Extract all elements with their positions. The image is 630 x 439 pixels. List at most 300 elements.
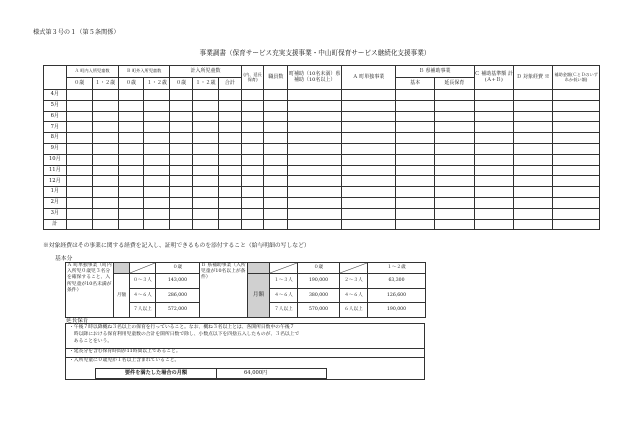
entry-cell[interactable] [553, 176, 600, 187]
entry-cell[interactable] [66, 100, 92, 111]
page-title: 事業調書（保育サービス充実支援事業・中山町保育サービス継続化支援事業） [199, 49, 431, 57]
entry-cell[interactable] [170, 122, 193, 133]
entry-cell[interactable] [241, 208, 264, 219]
entry-cell[interactable] [144, 143, 170, 154]
extended-care-label: 延長保育 [66, 318, 89, 324]
entry-cell[interactable] [66, 154, 92, 165]
entry-cell[interactable] [435, 187, 474, 198]
entry-cell[interactable] [218, 154, 241, 165]
entry-cell[interactable] [395, 176, 434, 187]
entry-cell[interactable] [264, 176, 288, 187]
month-label: 12月 [44, 176, 67, 187]
pref-extended-header: 延長保育 [435, 78, 474, 90]
pref-zero-amount: 380,000 [298, 288, 340, 303]
town-amount: 143,000 [156, 274, 200, 289]
town-project-header: Ａ 町単独事業 [342, 66, 396, 90]
entry-cell[interactable] [241, 219, 264, 230]
group-a-header: Ａ 町内入所児童数 [66, 66, 118, 78]
entry-cell[interactable] [395, 219, 434, 230]
entry-cell[interactable] [395, 100, 434, 111]
entry-cell[interactable] [241, 154, 264, 165]
entry-cell[interactable] [513, 143, 552, 154]
town-zero-header: ０歳 [156, 263, 200, 274]
entry-cell[interactable] [513, 208, 552, 219]
entry-cell[interactable] [395, 90, 434, 101]
month-label: 2月 [44, 197, 67, 208]
entry-cell[interactable] [118, 100, 144, 111]
entry-cell[interactable] [264, 122, 288, 133]
entry-cell[interactable] [288, 165, 342, 176]
entry-cell[interactable] [342, 90, 396, 101]
requirement-value: 64,000円 [244, 370, 268, 376]
entry-cell[interactable] [395, 133, 434, 144]
entry-cell[interactable] [264, 165, 288, 176]
entry-cell[interactable] [474, 100, 513, 111]
entry-cell[interactable] [170, 165, 193, 176]
entry-cell[interactable] [342, 122, 396, 133]
a-zero-header: ０歳 [66, 78, 92, 90]
entry-cell[interactable] [66, 133, 92, 144]
entry-cell[interactable] [395, 187, 434, 198]
entry-cell[interactable] [170, 197, 193, 208]
entry-cell[interactable] [435, 208, 474, 219]
pref-one-amount: 190,000 [368, 303, 426, 318]
entry-cell[interactable] [218, 219, 241, 230]
requirement-amount-row [95, 368, 327, 379]
entry-cell[interactable] [395, 208, 434, 219]
entry-cell[interactable] [474, 165, 513, 176]
entry-cell[interactable] [118, 143, 144, 154]
entry-cell[interactable] [118, 154, 144, 165]
entry-cell[interactable] [288, 219, 342, 230]
entry-cell[interactable] [193, 219, 219, 230]
entry-cell[interactable] [241, 122, 264, 133]
entry-cell[interactable] [92, 187, 118, 198]
entry-cell[interactable] [193, 197, 219, 208]
group-b-header: Ｂ 町外入所児童数 [118, 66, 170, 78]
entry-cell[interactable] [66, 122, 92, 133]
entry-cell[interactable] [118, 176, 144, 187]
pref-one-range: ２～３人 [340, 274, 368, 289]
entry-cell[interactable] [241, 90, 264, 101]
entry-cell[interactable] [218, 187, 241, 198]
month-row [44, 176, 600, 187]
entry-cell[interactable] [395, 111, 434, 122]
entry-cell[interactable] [193, 176, 219, 187]
entry-cell[interactable] [241, 165, 264, 176]
entry-cell[interactable] [66, 176, 92, 187]
month-label: 7月 [44, 122, 67, 133]
extended-care-header: (内、延長保育) [241, 66, 264, 90]
entry-cell[interactable] [66, 90, 92, 101]
entry-cell[interactable] [92, 219, 118, 230]
month-row [44, 143, 600, 154]
entry-cell[interactable] [474, 133, 513, 144]
base-rates-table [65, 262, 426, 318]
diagonal-cell [270, 263, 298, 274]
entry-cell[interactable] [92, 154, 118, 165]
pref-monthly-label: 月額 [248, 274, 270, 318]
entry-cell[interactable] [144, 176, 170, 187]
entry-cell[interactable] [241, 187, 264, 198]
month-row [44, 197, 600, 208]
entry-cell[interactable] [92, 197, 118, 208]
pref-onetwo-header: １～２歳 [368, 263, 426, 274]
a-onetwo-header: １・２歳 [92, 78, 118, 90]
entry-cell[interactable] [144, 165, 170, 176]
month-row [44, 133, 600, 144]
entry-cell[interactable] [193, 165, 219, 176]
entry-cell[interactable] [395, 154, 434, 165]
entry-cell[interactable] [553, 111, 600, 122]
pref-zero-amount: 190,000 [298, 274, 340, 289]
entry-cell[interactable] [342, 208, 396, 219]
entry-cell[interactable] [474, 197, 513, 208]
entry-cell[interactable] [342, 187, 396, 198]
entry-cell[interactable] [170, 111, 193, 122]
entry-cell[interactable] [342, 100, 396, 111]
entry-cell[interactable] [553, 208, 600, 219]
entry-cell[interactable] [513, 197, 552, 208]
total-children-header: 計入所児童数 [170, 66, 241, 78]
form-number: 様式第３号の１（第５条関係） [33, 29, 120, 36]
entry-cell[interactable] [144, 122, 170, 133]
entry-cell[interactable] [218, 208, 241, 219]
town-project-description: Ａ 町単独事業（町内入所児０歳児３名分を確保すること、入所児童が10名未満が条件） [66, 263, 114, 318]
entry-cell[interactable] [553, 100, 600, 111]
entry-cell[interactable] [144, 187, 170, 198]
entry-cell[interactable] [288, 143, 342, 154]
entry-cell[interactable] [144, 208, 170, 219]
entry-cell[interactable] [66, 208, 92, 219]
entry-cell[interactable] [241, 197, 264, 208]
entry-cell[interactable] [342, 111, 396, 122]
entry-cell[interactable] [288, 122, 342, 133]
month-header [44, 66, 67, 90]
entry-cell[interactable] [553, 165, 600, 176]
entry-cell[interactable] [435, 154, 474, 165]
entry-cell[interactable] [513, 111, 552, 122]
condition-line: ・午後７時以降概ね３名以上の保育を行っていること。なお、概ね３名以上とは、各開所日数中の午後７ [69, 325, 295, 330]
entry-cell[interactable] [553, 143, 600, 154]
entry-cell[interactable] [435, 197, 474, 208]
entry-cell[interactable] [474, 90, 513, 101]
entry-cell[interactable] [435, 100, 474, 111]
entry-cell[interactable] [435, 165, 474, 176]
entry-cell[interactable] [144, 90, 170, 101]
town-range: ０～３人 [130, 274, 156, 289]
entry-cell[interactable] [288, 100, 342, 111]
month-row [44, 208, 600, 219]
month-row [44, 100, 600, 111]
pref-zero-range: １～３人 [270, 274, 298, 289]
entry-cell[interactable] [66, 111, 92, 122]
entry-cell[interactable] [170, 90, 193, 101]
standard-amount-header: Ｃ 補助基準額 計(Ａ+Ｂ) [474, 66, 513, 90]
subsidy-amount-header: 補助金額(ＣとＤのいずれか低い額) [553, 66, 600, 90]
entry-cell[interactable] [218, 165, 241, 176]
entry-cell[interactable] [474, 154, 513, 165]
month-label: 11月 [44, 165, 67, 176]
entry-cell[interactable] [264, 208, 288, 219]
entry-cell[interactable] [118, 90, 144, 101]
month-label: 9月 [44, 143, 67, 154]
entry-cell[interactable] [342, 197, 396, 208]
condition-line: ・入所児童に０歳児が１名以上含まれていること。 [66, 357, 424, 364]
diagonal-cell [340, 263, 368, 274]
entry-cell[interactable] [553, 197, 600, 208]
entry-cell[interactable] [513, 176, 552, 187]
condition-line: ・延長分を含む保育時間が11時間以上であること。 [66, 348, 424, 355]
entry-cell[interactable] [513, 219, 552, 230]
entry-cell[interactable] [218, 100, 241, 111]
entry-cell[interactable] [118, 165, 144, 176]
entry-cell[interactable] [264, 143, 288, 154]
diagonal-cell [130, 263, 156, 274]
total-zero-header: ０歳 [170, 78, 193, 90]
entry-cell[interactable] [395, 197, 434, 208]
entry-cell[interactable] [170, 208, 193, 219]
pref-project-description: Ｂ 県補助事業（入所児童が10名以上が条件） [200, 263, 248, 318]
month-label: 1月 [44, 187, 67, 198]
month-row [44, 90, 600, 101]
subsidy-type-header: 町補助（10名未満）県補助（10名以上） [288, 66, 342, 90]
entry-cell[interactable] [92, 122, 118, 133]
entry-cell[interactable] [513, 133, 552, 144]
entry-cell[interactable] [264, 197, 288, 208]
month-label: 4月 [44, 90, 67, 101]
entry-cell[interactable] [241, 143, 264, 154]
pref-one-amount: 63,300 [368, 274, 426, 289]
entry-cell[interactable] [241, 133, 264, 144]
entry-cell[interactable] [218, 90, 241, 101]
entry-cell[interactable] [288, 208, 342, 219]
entry-cell[interactable] [288, 176, 342, 187]
total-onetwo-header: １・２歳 [193, 78, 219, 90]
pref-one-range: ６人以上 [340, 303, 368, 318]
entry-cell[interactable] [118, 187, 144, 198]
entry-cell[interactable] [513, 154, 552, 165]
entry-cell[interactable] [118, 197, 144, 208]
entry-cell[interactable] [435, 176, 474, 187]
entry-cell[interactable] [513, 165, 552, 176]
month-label: 6月 [44, 111, 67, 122]
pref-zero-range: ７人以上 [270, 303, 298, 318]
pref-one-amount: 126,600 [368, 288, 426, 303]
entry-cell[interactable] [193, 154, 219, 165]
shaded-cell [248, 263, 270, 274]
entry-cell[interactable] [193, 187, 219, 198]
entry-cell[interactable] [435, 219, 474, 230]
entry-cell[interactable] [144, 133, 170, 144]
month-label: 5月 [44, 100, 67, 111]
entry-cell[interactable] [435, 122, 474, 133]
condition-line: 時以降における保育利用児童数の合計を開所日数で除し、小数点以下を四捨五入したものが、３名以上で [69, 332, 300, 337]
entry-cell[interactable] [553, 122, 600, 133]
entry-cell[interactable] [170, 176, 193, 187]
entry-cell[interactable] [395, 122, 434, 133]
total-sum-header: 合計 [218, 78, 241, 90]
entry-cell[interactable] [144, 100, 170, 111]
month-row [44, 154, 600, 165]
basic-section-label: 基本分 [55, 256, 73, 262]
month-row [44, 122, 600, 133]
entry-cell[interactable] [218, 176, 241, 187]
target-expense-header: Ｄ 対象経費 ※ [513, 66, 552, 90]
town-monthly-label: 月額 [114, 274, 130, 318]
entry-cell[interactable] [218, 197, 241, 208]
entry-cell[interactable] [264, 111, 288, 122]
entry-cell[interactable] [553, 187, 600, 198]
entry-cell[interactable] [118, 219, 144, 230]
entry-cell[interactable] [288, 154, 342, 165]
entry-cell[interactable] [474, 219, 513, 230]
pref-zero-amount: 570,000 [298, 303, 340, 318]
entry-cell[interactable] [395, 143, 434, 154]
entry-cell[interactable] [435, 133, 474, 144]
entry-cell[interactable] [474, 187, 513, 198]
pref-one-range: ４～６人 [340, 288, 368, 303]
entry-cell[interactable] [144, 154, 170, 165]
entry-cell[interactable] [474, 122, 513, 133]
entry-cell[interactable] [435, 111, 474, 122]
entry-cell[interactable] [342, 154, 396, 165]
entry-cell[interactable] [474, 176, 513, 187]
entry-cell[interactable] [170, 100, 193, 111]
entry-cell[interactable] [474, 143, 513, 154]
entry-cell[interactable] [342, 176, 396, 187]
month-row [44, 165, 600, 176]
entry-cell[interactable] [264, 219, 288, 230]
entry-cell[interactable] [193, 100, 219, 111]
entry-cell[interactable] [193, 133, 219, 144]
pref-zero-header: ０歳 [298, 263, 340, 274]
month-label: 3月 [44, 208, 67, 219]
entry-cell[interactable] [264, 187, 288, 198]
entry-cell[interactable] [66, 197, 92, 208]
entry-cell[interactable] [144, 111, 170, 122]
entry-cell[interactable] [218, 111, 241, 122]
entry-cell[interactable] [193, 90, 219, 101]
entry-cell[interactable] [513, 122, 552, 133]
town-range: ７人以上 [130, 303, 156, 318]
condition-line: あることをいう。 [69, 339, 113, 344]
entry-cell[interactable] [435, 90, 474, 101]
entry-cell[interactable] [288, 90, 342, 101]
entry-cell[interactable] [92, 111, 118, 122]
entry-cell[interactable] [144, 197, 170, 208]
entry-cell[interactable] [474, 208, 513, 219]
town-amount: 572,000 [156, 303, 200, 318]
entry-cell[interactable] [218, 133, 241, 144]
entry-cell[interactable] [66, 187, 92, 198]
entry-cell[interactable] [193, 111, 219, 122]
requirement-label: 要件を満たした場合の月額 [96, 369, 217, 378]
entry-cell[interactable] [92, 143, 118, 154]
entry-cell[interactable] [170, 219, 193, 230]
entry-cell[interactable] [342, 133, 396, 144]
monthly-report-table [43, 65, 600, 230]
entry-cell[interactable] [342, 165, 396, 176]
entry-cell[interactable] [92, 165, 118, 176]
town-range: ４～６人 [130, 288, 156, 303]
month-label: 10月 [44, 154, 67, 165]
entry-cell[interactable] [264, 133, 288, 144]
entry-cell[interactable] [193, 143, 219, 154]
entry-cell[interactable] [264, 90, 288, 101]
entry-cell[interactable] [241, 176, 264, 187]
staff-count-header: 職員数 [264, 66, 288, 90]
month-label: 8月 [44, 133, 67, 144]
month-label: 計 [44, 219, 67, 230]
entry-cell[interactable] [118, 208, 144, 219]
entry-cell[interactable] [170, 143, 193, 154]
entry-cell[interactable] [170, 187, 193, 198]
entry-cell[interactable] [513, 90, 552, 101]
entry-cell[interactable] [193, 208, 219, 219]
month-row [44, 111, 600, 122]
entry-cell[interactable] [66, 219, 92, 230]
entry-cell[interactable] [218, 122, 241, 133]
town-amount: 286,000 [156, 288, 200, 303]
entry-cell[interactable] [118, 111, 144, 122]
entry-cell[interactable] [288, 187, 342, 198]
entry-cell[interactable] [193, 122, 219, 133]
entry-cell[interactable] [170, 133, 193, 144]
entry-cell[interactable] [264, 154, 288, 165]
month-row [44, 187, 600, 198]
entry-cell[interactable] [474, 111, 513, 122]
entry-cell[interactable] [92, 208, 118, 219]
entry-cell[interactable] [288, 197, 342, 208]
entry-cell[interactable] [241, 111, 264, 122]
entry-cell[interactable] [92, 176, 118, 187]
b-zero-header: ０歳 [118, 78, 144, 90]
expense-note: ※対象経費はその事業に関する経費を記入し、証明できるものを添付すること（給与明細の写しなど） [43, 243, 310, 249]
pref-basic-header: 基本 [395, 78, 434, 90]
entry-cell[interactable] [92, 133, 118, 144]
entry-cell[interactable] [92, 100, 118, 111]
entry-cell[interactable] [553, 90, 600, 101]
entry-cell[interactable] [513, 187, 552, 198]
entry-cell[interactable] [118, 122, 144, 133]
entry-cell[interactable] [92, 90, 118, 101]
entry-cell[interactable] [170, 154, 193, 165]
entry-cell[interactable] [288, 133, 342, 144]
entry-cell[interactable] [144, 219, 170, 230]
entry-cell[interactable] [218, 143, 241, 154]
b-onetwo-header: １・２歳 [144, 78, 170, 90]
entry-cell[interactable] [553, 219, 600, 230]
shaded-cell [114, 263, 130, 274]
entry-cell[interactable] [66, 143, 92, 154]
entry-cell[interactable] [264, 100, 288, 111]
entry-cell[interactable] [553, 133, 600, 144]
entry-cell[interactable] [342, 143, 396, 154]
entry-cell[interactable] [66, 165, 92, 176]
entry-cell[interactable] [241, 100, 264, 111]
entry-cell[interactable] [118, 133, 144, 144]
entry-cell[interactable] [395, 165, 434, 176]
entry-cell[interactable] [435, 143, 474, 154]
entry-cell[interactable] [553, 154, 600, 165]
pref-zero-range: ４～６人 [270, 288, 298, 303]
entry-cell[interactable] [513, 100, 552, 111]
month-row [44, 219, 600, 230]
entry-cell[interactable] [288, 111, 342, 122]
entry-cell[interactable] [342, 219, 396, 230]
pref-project-header: Ｂ 県補助事業 [395, 66, 474, 78]
